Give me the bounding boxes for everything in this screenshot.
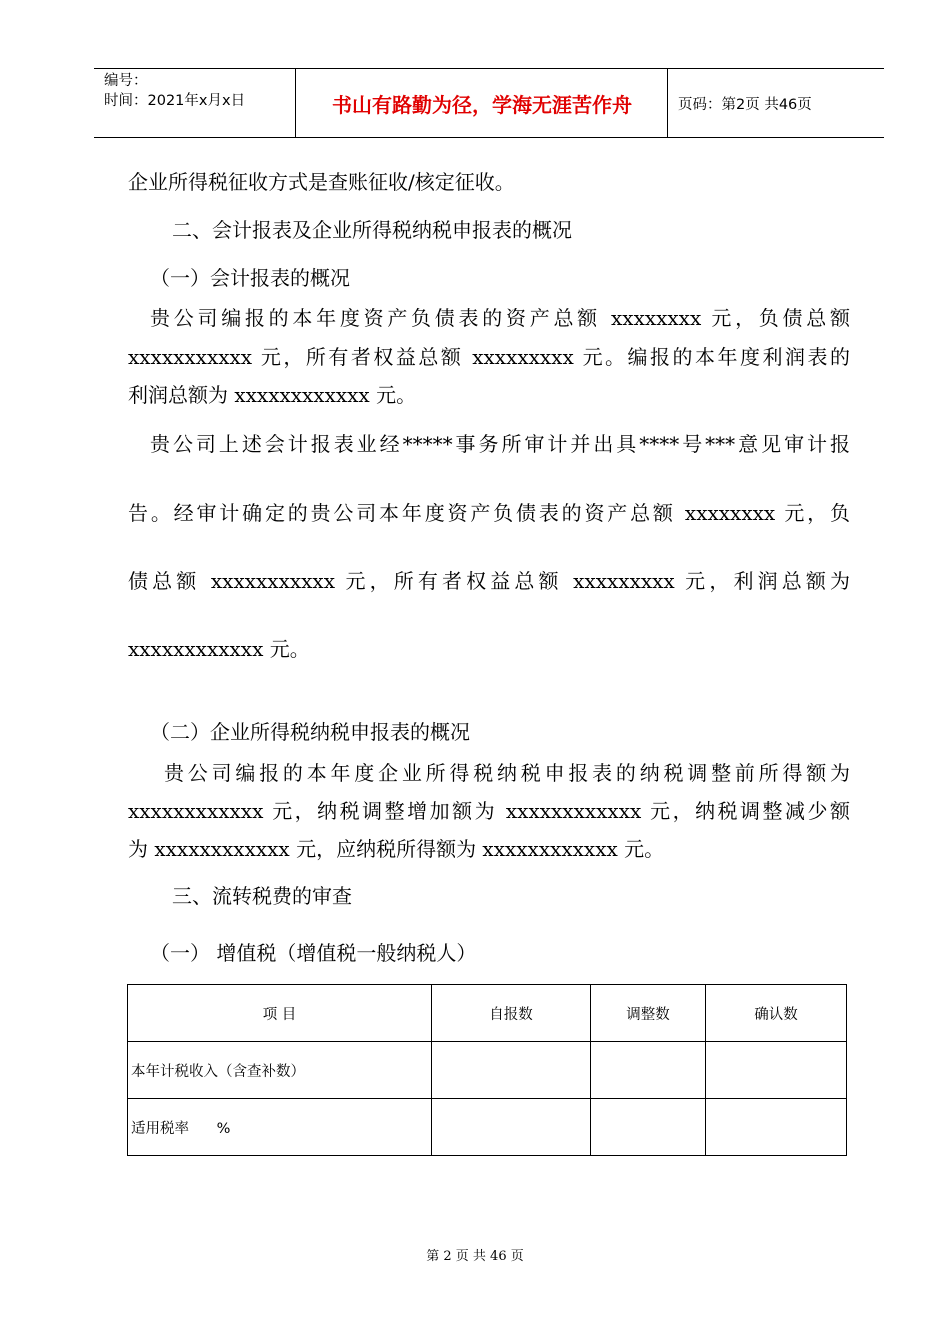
page-footer: 第 2 页 共 46 页 [426, 1249, 524, 1264]
header-divider [667, 69, 668, 137]
table-cell [591, 1099, 706, 1156]
subsection-heading: （二）企业所得税纳税申报表的概况 [150, 720, 470, 744]
header-motto: 书山有路勤为径，学海无涯苦作舟 [332, 93, 632, 117]
paragraph-line: xxxxxxxxxxxx 元。 [128, 637, 310, 661]
paragraph-line: 利润总额为 xxxxxxxxxxxx 元。 [128, 383, 417, 407]
paragraph-line: 贵公司编报的本年度资产负债表的资产总额 xxxxxxxx 元，负债总额 [150, 306, 850, 330]
column-header: 自报数 [432, 985, 591, 1042]
serial-label: 编号： [104, 73, 148, 89]
table-cell [591, 1042, 706, 1099]
table-row [128, 1099, 847, 1156]
column-header: 确认数 [706, 985, 847, 1042]
section-heading: 二、会计报表及企业所得税纳税申报表的概况 [172, 218, 572, 242]
paragraph-line: xxxxxxxxxxxx 元，纳税调整增加额为 xxxxxxxxxxxx 元，纳税调整减少额 [128, 799, 850, 823]
paragraph-line: 为 xxxxxxxxxxxx 元，应纳税所得额为 xxxxxxxxxxxx 元。 [128, 837, 665, 861]
table-cell [706, 1099, 847, 1156]
table-cell: 本年计税收入（含查补数） [128, 1042, 432, 1099]
header-page-label: 页码：第2页 共46页 [678, 97, 812, 113]
paragraph-line: 贵公司上述会计报表业经*****事务所审计并出具****号***意见审计报 [150, 432, 850, 456]
column-header: 项 目 [128, 985, 432, 1042]
page-header [94, 68, 884, 138]
paragraph-line: xxxxxxxxxxx 元，所有者权益总额 xxxxxxxxx 元。编报的本年度利润表的 [128, 345, 850, 369]
header-divider [295, 69, 296, 137]
subsection-heading: （一）会计报表的概况 [150, 266, 350, 290]
table-cell [432, 1042, 591, 1099]
table-row [128, 1042, 847, 1099]
table-header-row [128, 985, 847, 1042]
vat-table [127, 984, 847, 1156]
time-label: 时间：2021年x月x日 [104, 93, 246, 109]
table-cell [706, 1042, 847, 1099]
paragraph-line: 贵公司编报的本年度企业所得税纳税申报表的纳税调整前所得额为 [164, 761, 850, 785]
table-cell: 适用税率 % [128, 1099, 432, 1156]
paragraph-line: 债总额 xxxxxxxxxxx 元，所有者权益总额 xxxxxxxxx 元，利润总额为 [128, 569, 850, 593]
table-cell [432, 1099, 591, 1156]
paragraph-line: 告。经审计确定的贵公司本年度资产负债表的资产总额 xxxxxxxx 元，负 [128, 501, 850, 525]
section-heading: 三、流转税费的审查 [172, 884, 352, 908]
subsection-heading: （一） 增值税（增值税一般纳税人） [150, 941, 477, 965]
text-line: 企业所得税征收方式是查账征收/核定征收。 [128, 170, 515, 194]
column-header: 调整数 [591, 985, 706, 1042]
header-meta [104, 71, 245, 111]
